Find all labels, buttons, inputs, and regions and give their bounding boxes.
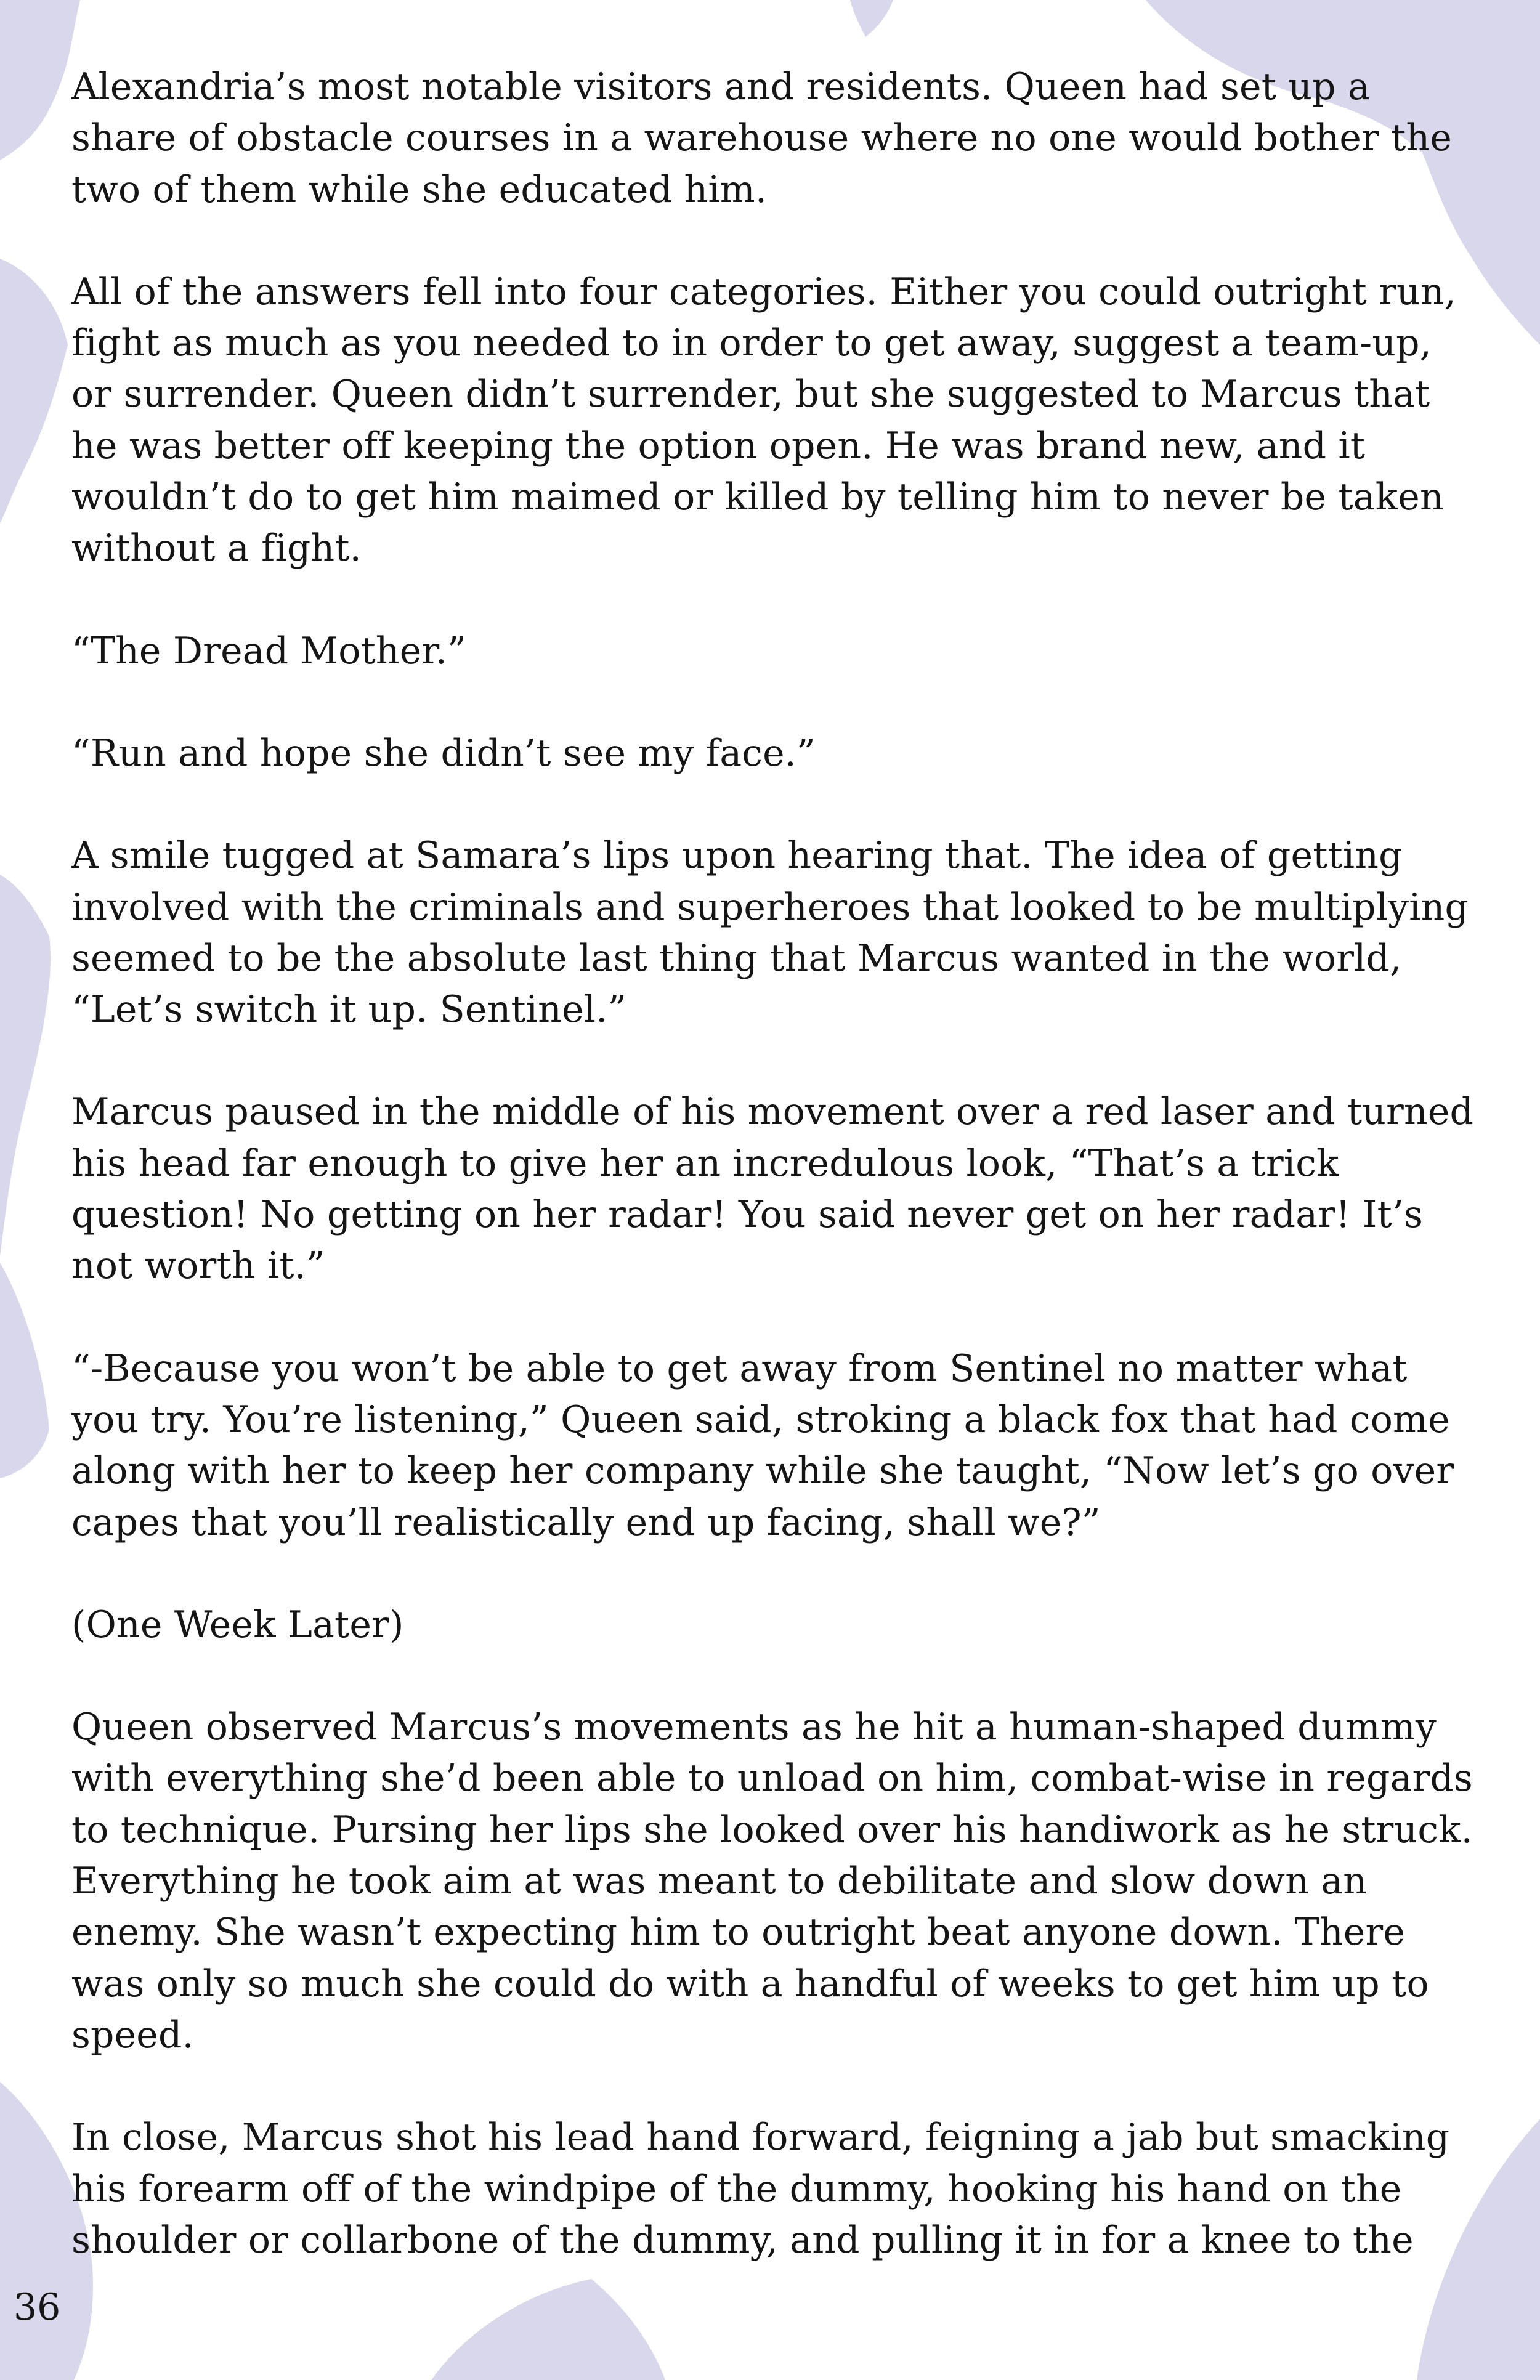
page-number: 36 bbox=[14, 2286, 61, 2329]
leaf-shape-left-middle bbox=[0, 875, 51, 1257]
paragraph: Marcus paused in the middle of his movement over a red laser and turned his head far enough to give her an incredulous look, “That’s a trick question! No getting on her radar! You said never get on her radar! It’s not worth it.” bbox=[71, 1090, 1474, 1288]
leaf-shape-left-lower bbox=[0, 1263, 49, 1478]
paragraph: Queen observed Marcus’s movements as he hit a human-shaped dummy with everything she’d been able to unload on him, combat-wise in regards to technique. Pursing her lips she looked over his handiwork as he struck. Everything he took aim at was meant to debilitate and slow down an enemy. She wasn’t expecting him to outright beat anyone down. There was only so much she could do with a handful of weeks to get him up to speed. bbox=[71, 1706, 1473, 2057]
leaf-shape-left-upper bbox=[0, 259, 68, 524]
paragraph: Alexandria’s most notable visitors and residents. Queen had set up a share of obstacle courses in a warehouse where no one would bother the two of them while she educated him. bbox=[71, 65, 1453, 211]
paragraph: (One Week Later) bbox=[71, 1603, 404, 1646]
leaf-shape-top-center bbox=[850, 0, 893, 37]
paragraph: In close, Marcus shot his lead hand forward, feigning a jab but smacking his forearm off of the windpipe of the dummy, hooking his hand on the shoulder or collarbone of the dummy, and pulling it in for a knee to the bbox=[71, 2116, 1450, 2262]
paragraph: “-Because you won’t be able to get away from Sentinel no matter what you try. You’re listening,” Queen said, stroking a black fox that had come along with her to keep her company while she taught, “Now let’s go over capes that you’ll realistically end up facing, shall we?” bbox=[71, 1346, 1454, 1544]
paragraph: All of the answers fell into four categories. Either you could outright run, fight as much as you needed to in order to get away, suggest a team-up, or surrender. Queen didn’t surrender, but she suggested to Marcus that he was better off keeping the option open. He was brand new, and it wouldn’t do to get him maimed or killed by telling him to never be taken without a fight. bbox=[71, 270, 1457, 570]
paragraph: “The Dread Mother.” bbox=[71, 629, 466, 673]
paragraph: A smile tugged at Samara’s lips upon hearing that. The idea of getting involved with the criminals and superheroes that looked to be multiplying seemed to be the absolute last thing that Marcus wanted in the world, “Let’s switch it up. Sentinel.” bbox=[71, 834, 1469, 1032]
leaf-shape-top-left bbox=[0, 0, 80, 160]
text-body bbox=[71, 62, 1482, 2317]
paragraph: “Run and hope she didn’t see my face.” bbox=[71, 731, 816, 775]
